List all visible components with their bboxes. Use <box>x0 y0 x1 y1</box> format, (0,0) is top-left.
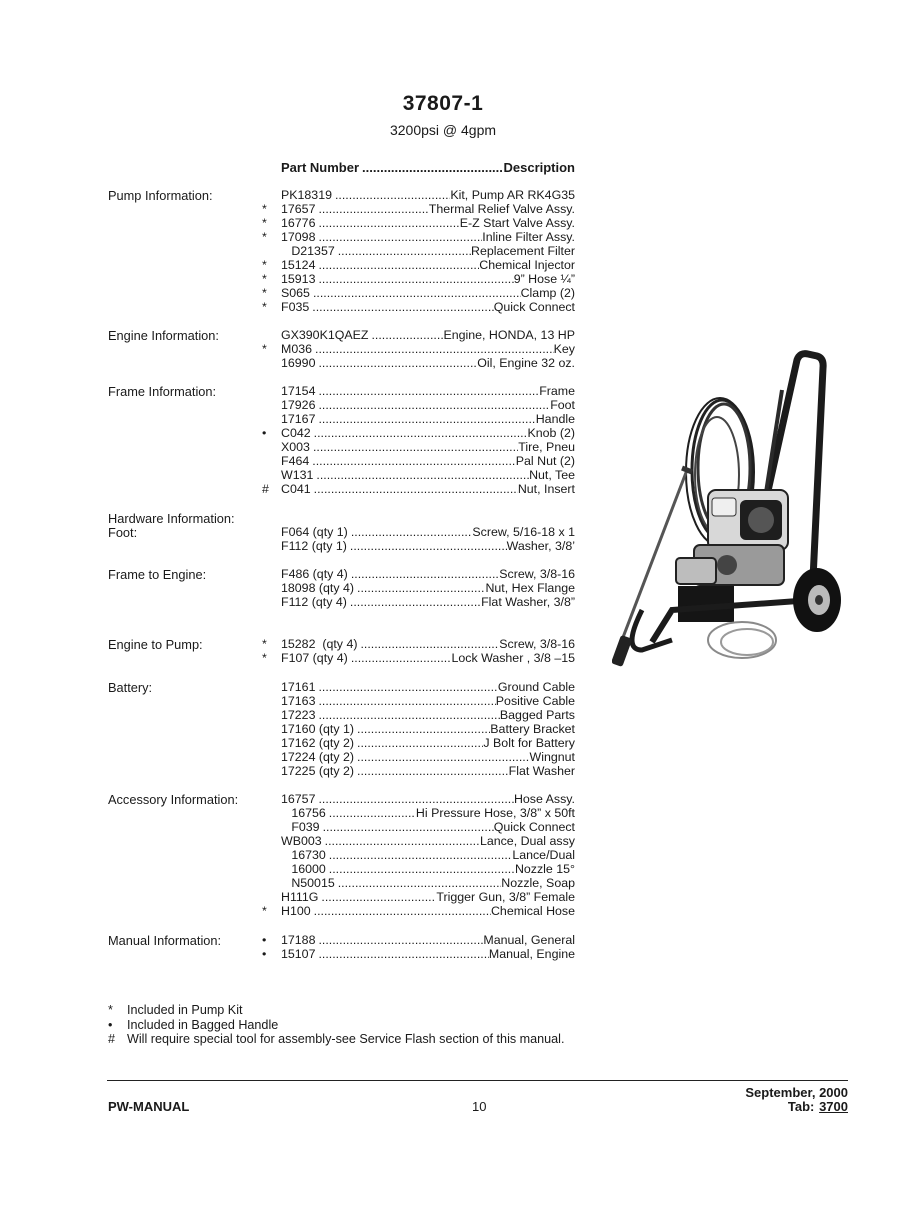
leader-dots <box>354 736 483 750</box>
part-row <box>262 890 575 905</box>
part-description: Pal Nut (2) <box>515 454 575 469</box>
section-label: Engine to Pump: <box>108 637 203 652</box>
part-row <box>262 398 575 413</box>
part-number: 15282 (qty 4) <box>281 637 358 651</box>
part-number: 17188 <box>281 933 316 947</box>
footnote <box>108 1003 564 1018</box>
leader-dots <box>315 202 428 216</box>
part-row <box>262 272 575 287</box>
part-row <box>262 736 575 751</box>
part-mark: * <box>262 216 267 231</box>
part-description: Key <box>553 342 575 357</box>
part-description: Frame <box>539 384 575 398</box>
part-row <box>262 342 575 357</box>
page-subtitle: 3200psi @ 4gpm <box>389 122 497 138</box>
part-description: Clamp (2) <box>520 286 575 301</box>
footnote-text: Included in Bagged Handle <box>127 1017 279 1032</box>
leader-dots <box>354 764 509 778</box>
part-row <box>262 947 575 962</box>
part-row <box>262 468 575 483</box>
part-description: Screw, 3/8-16 <box>499 567 575 581</box>
leader-dots <box>357 637 499 651</box>
footnote-symbol: # <box>108 1032 116 1046</box>
part-row <box>262 806 575 821</box>
leader-dots <box>313 468 529 482</box>
part-description: Engine, HONDA, 13 HP <box>443 328 575 342</box>
leader-dots <box>335 244 471 258</box>
leader-dots <box>315 398 550 412</box>
part-number: F112 (qty 1) <box>281 539 347 554</box>
leader-dots <box>315 216 459 230</box>
description-header: Description <box>503 160 575 175</box>
part-row <box>262 764 575 779</box>
part-number: H100 <box>281 904 311 919</box>
part-description: Positive Cable <box>495 694 575 709</box>
leader-dots <box>326 806 416 820</box>
leader-dots <box>326 848 513 862</box>
part-number: 16756 <box>281 806 326 821</box>
part-row <box>262 904 575 919</box>
part-number: D21357 <box>281 244 335 259</box>
part-row <box>262 440 575 455</box>
part-row <box>262 567 575 582</box>
part-row <box>262 708 575 723</box>
part-number: 17167 <box>281 412 316 427</box>
part-number: H111G <box>281 890 319 905</box>
part-row <box>262 216 575 231</box>
part-description: Inline Filter Assy. <box>482 230 575 245</box>
part-description: Battery Bracket <box>490 722 575 737</box>
part-description: Nozzle 15° <box>514 862 575 877</box>
part-row <box>262 595 575 610</box>
part-row <box>262 188 575 203</box>
leader-dots <box>315 272 513 286</box>
leader-dots <box>312 342 554 356</box>
part-description: Manual, Engine <box>488 947 575 962</box>
section-label: Frame Information: <box>108 384 217 399</box>
part-description: Washer, 3/8’ <box>506 539 575 554</box>
footnotes <box>108 1003 564 1047</box>
part-number: 18098 (qty 4) <box>281 581 355 596</box>
part-row <box>262 230 575 245</box>
part-number: GX390K1QAEZ <box>281 328 369 342</box>
part-row <box>262 539 575 554</box>
part-row <box>262 792 575 807</box>
section-label: Engine Information: <box>108 328 219 343</box>
tab-value: 3700 <box>819 1099 848 1114</box>
part-row <box>262 202 575 217</box>
footnote-text: Included in Pump Kit <box>127 1003 243 1017</box>
leader-dots <box>311 426 528 440</box>
leader-dots <box>354 581 485 595</box>
part-number: S065 <box>281 286 310 301</box>
leader-dots <box>315 680 497 694</box>
part-number: 17161 <box>281 680 316 694</box>
part-row <box>262 750 575 765</box>
part-row <box>262 848 575 863</box>
part-row <box>262 244 575 259</box>
part-mark: * <box>262 286 267 301</box>
part-description: Hose Assy. <box>513 792 575 806</box>
section-label: Battery: <box>108 680 153 695</box>
leader-dots <box>347 539 507 553</box>
leader-dots <box>315 412 535 426</box>
section-label: Pump Information: <box>108 188 213 203</box>
pressure-washer-photo <box>612 350 844 672</box>
leader-dots <box>315 792 513 806</box>
page-title: 37807-1 <box>402 92 484 115</box>
leader-dots <box>347 595 481 609</box>
part-number: 17162 (qty 2) <box>281 736 355 751</box>
footnote-text: Will require special tool for assembly-see Service Flash section of this manual. <box>127 1032 565 1046</box>
part-description: Nut, Insert <box>517 482 575 497</box>
leader-dots <box>309 454 516 468</box>
leader-dots <box>315 694 495 708</box>
part-row <box>262 300 575 315</box>
part-number: 15913 <box>281 272 316 287</box>
part-row <box>262 862 575 877</box>
part-row <box>262 933 575 948</box>
part-number: 16757 <box>281 792 316 806</box>
part-number: 16776 <box>281 216 316 231</box>
part-number: F107 (qty 4) <box>281 651 348 666</box>
leader-dots <box>348 567 499 581</box>
part-row <box>262 384 575 399</box>
part-description: Screw, 5/16-18 x 1 <box>472 525 575 539</box>
part-number-header: Part Number <box>281 160 360 175</box>
part-description: Trigger Gun, 3/8” Female <box>436 890 575 905</box>
part-description: Thermal Relief Valve Assy. <box>428 202 575 217</box>
part-number: W131 <box>281 468 314 483</box>
part-number: N50015 <box>281 876 335 891</box>
part-description: Kit, Pump AR RK4G35 <box>450 188 575 202</box>
part-row <box>262 651 575 666</box>
part-mark: * <box>262 904 267 919</box>
part-number: PK18319 <box>281 188 332 202</box>
footer-date: September, 2000 <box>745 1085 848 1100</box>
leader-dots <box>315 356 477 370</box>
part-description: Replacement Filter <box>471 244 575 259</box>
section-label: Frame to Engine: <box>108 567 207 582</box>
part-number: F035 <box>281 300 310 315</box>
part-number: 15124 <box>281 258 316 273</box>
part-number: 17098 <box>281 230 316 245</box>
part-row <box>262 412 575 427</box>
part-number: 17160 (qty 1) <box>281 722 355 737</box>
part-mark: • <box>262 933 267 947</box>
column-header <box>281 160 575 176</box>
part-number: 17154 <box>281 384 316 398</box>
part-number: F464 <box>281 454 310 469</box>
part-description: Foot <box>550 398 575 413</box>
part-description: Bagged Parts <box>499 708 575 723</box>
leader-dots <box>335 876 502 890</box>
part-mark: * <box>262 651 267 666</box>
part-number: 17224 (qty 2) <box>281 750 355 765</box>
part-description: Screw, 3/8-16 <box>499 637 575 651</box>
part-row <box>262 426 575 441</box>
part-description: Lock Washer , 3/8 –15 <box>451 651 575 666</box>
part-description: E-Z Start Valve Assy. <box>459 216 575 231</box>
part-description: Lance/Dual <box>512 848 575 863</box>
footnote-symbol: * <box>108 1003 113 1017</box>
leader-dots <box>322 834 480 848</box>
leader-dots <box>315 708 499 722</box>
part-mark: * <box>262 272 267 287</box>
part-description: Flat Washer, 3/8” <box>481 595 575 610</box>
leader-dots <box>326 862 515 876</box>
part-row <box>262 482 575 497</box>
leader-dots <box>315 947 488 961</box>
leader-dots <box>315 230 482 244</box>
part-description: Tire, Pneu <box>518 440 575 455</box>
part-row <box>262 286 575 301</box>
part-description: Nozzle, Soap <box>501 876 575 891</box>
part-mark: * <box>262 342 267 357</box>
part-number: C042 <box>281 426 311 441</box>
part-description: Knob (2) <box>527 426 575 441</box>
leader-dots <box>354 722 490 736</box>
part-number: F064 (qty 1) <box>281 525 348 539</box>
part-description: Nut, Tee <box>529 468 575 483</box>
part-row <box>262 722 575 737</box>
page-number: 10 <box>472 1099 487 1114</box>
leader-dots <box>348 525 473 539</box>
leader-dots <box>315 384 539 398</box>
leader-dots <box>315 933 483 947</box>
manual-name: PW-MANUAL <box>108 1099 190 1114</box>
part-description: 9” Hose ¼” <box>513 272 575 287</box>
part-description: Chemical Injector <box>479 258 575 273</box>
footer-date-tab <box>745 1086 848 1114</box>
part-row <box>262 820 575 835</box>
part-number: 17223 <box>281 708 316 723</box>
leader-dots <box>332 188 450 202</box>
part-description: Nut, Hex Flange <box>485 581 575 596</box>
part-mark: * <box>262 300 267 315</box>
footnote-symbol: • <box>108 1017 113 1032</box>
part-mark: * <box>262 637 267 651</box>
tab-label: Tab: <box>787 1099 815 1114</box>
leader-dots <box>311 482 518 496</box>
part-row <box>262 834 575 849</box>
part-mark: * <box>262 230 267 245</box>
part-number: 16990 <box>281 356 316 371</box>
part-row <box>262 454 575 469</box>
footer-tab <box>745 1100 848 1114</box>
part-number: M036 <box>281 342 312 357</box>
part-description: Manual, General <box>483 933 575 947</box>
part-description: Wingnut <box>529 750 575 765</box>
part-row <box>262 694 575 709</box>
part-mark: * <box>262 202 267 217</box>
section-label: Accessory Information: <box>108 792 239 807</box>
part-number: C041 <box>281 482 311 497</box>
footnote <box>108 1032 564 1047</box>
part-number: WB003 <box>281 834 322 849</box>
leader-dots <box>368 328 443 342</box>
part-number: F039 <box>281 820 320 835</box>
part-description: J Bolt for Battery <box>483 736 575 751</box>
part-description: Chemical Hose <box>490 904 575 919</box>
leader-dots <box>310 440 518 454</box>
part-row <box>262 258 575 273</box>
part-number: 17225 (qty 2) <box>281 764 355 779</box>
part-mark: # <box>262 482 269 497</box>
leader-dots <box>309 300 493 314</box>
part-description: Hi Pressure Hose, 3/8” x 50ft <box>415 806 575 821</box>
leader-dots <box>311 904 491 918</box>
leader-dots <box>348 651 452 665</box>
part-number: 16000 <box>281 862 326 877</box>
part-number: 17657 <box>281 202 316 217</box>
part-description: Lance, Dual assy <box>479 834 575 849</box>
leader-dots <box>315 258 479 272</box>
footnote <box>108 1018 564 1033</box>
section-label: Manual Information: <box>108 933 222 948</box>
part-row <box>262 328 575 343</box>
part-row <box>262 356 575 371</box>
part-number: F112 (qty 4) <box>281 595 347 610</box>
part-row <box>262 525 575 540</box>
part-number: 15107 <box>281 947 316 962</box>
part-row <box>262 876 575 891</box>
section-label: Hardware Information: <box>108 511 235 526</box>
part-number: 17926 <box>281 398 316 413</box>
part-row <box>262 581 575 596</box>
part-description: Flat Washer <box>508 764 575 779</box>
footer-rule <box>107 1080 848 1081</box>
part-description: Handle <box>535 412 575 427</box>
section-label: Foot: <box>108 525 138 540</box>
part-row <box>262 637 575 652</box>
leader-dots <box>310 286 521 300</box>
part-number: F486 (qty 4) <box>281 567 348 581</box>
part-number: 16730 <box>281 848 326 863</box>
part-number: X003 <box>281 440 310 455</box>
part-description: Quick Connect <box>493 820 575 835</box>
leader-dots <box>354 750 530 764</box>
part-number: 17163 <box>281 694 316 709</box>
part-description: Quick Connect <box>493 300 575 315</box>
part-mark: • <box>262 947 267 962</box>
part-mark: • <box>262 426 267 441</box>
part-row <box>262 680 575 695</box>
leader-dots <box>359 160 503 175</box>
leader-dots <box>320 820 494 834</box>
leader-dots <box>318 890 436 904</box>
part-description: Oil, Engine 32 oz. <box>477 356 575 371</box>
part-mark: * <box>262 258 267 273</box>
part-description: Ground Cable <box>497 680 575 694</box>
